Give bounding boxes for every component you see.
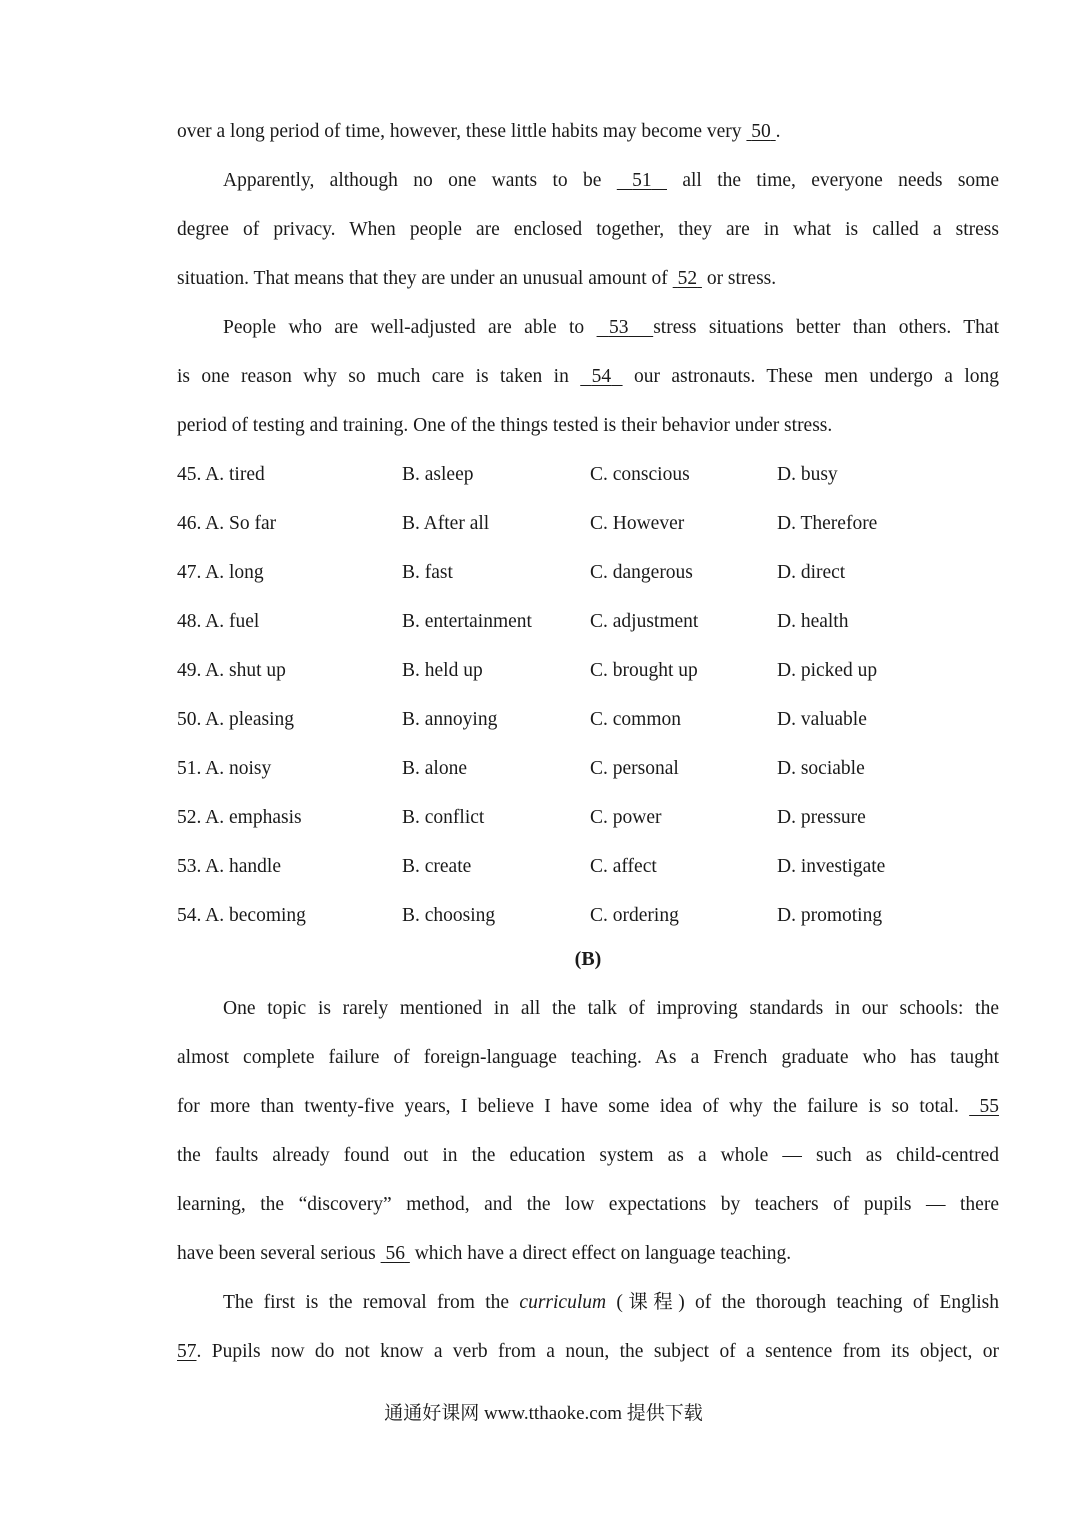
passage-line: have been several serious 56 which have a direct effect on language teaching. <box>177 1243 792 1264</box>
option-row-52 <box>177 803 999 852</box>
option-a: 53. A. handle <box>177 856 281 877</box>
passage-line: The first is the removal from the curriculum (课程) of the thorough teaching of English <box>223 1292 999 1313</box>
option-row-53 <box>177 852 999 901</box>
blank-56: 56 <box>385 1243 405 1264</box>
option-b: B. held up <box>402 660 483 681</box>
option-row-47 <box>177 558 999 607</box>
option-b: B. conflict <box>402 807 485 828</box>
blank-51: 51 <box>632 170 652 191</box>
option-d: D. promoting <box>777 905 883 926</box>
option-row-46 <box>177 509 999 558</box>
option-row-54 <box>177 901 999 950</box>
option-c: C. However <box>590 513 685 534</box>
option-d: D. valuable <box>777 709 867 730</box>
option-b: B. choosing <box>402 905 496 926</box>
option-c: C. ordering <box>590 905 679 926</box>
blank-50: 50 <box>751 121 771 142</box>
passage-line: the faults already found out in the education system as a whole — such as child-centred <box>177 1145 999 1166</box>
passage-line: is one reason why so much care is taken in 54 our astronauts. These men undergo a long <box>177 366 1000 387</box>
option-b: B. asleep <box>402 464 474 485</box>
option-c: C. adjustment <box>590 611 699 632</box>
blank-55: 55 <box>979 1096 999 1117</box>
option-b: B. entertainment <box>402 611 532 632</box>
option-d: D. busy <box>777 464 838 485</box>
option-d: D. picked up <box>777 660 878 681</box>
option-d: D. investigate <box>777 856 886 877</box>
option-d: D. Therefore <box>777 513 878 534</box>
italic-term: curriculum <box>519 1292 607 1313</box>
option-c: C. brought up <box>590 660 698 681</box>
passage-line: One topic is rarely mentioned in all the talk of improving standards in our schools: the <box>223 998 999 1019</box>
option-c: C. common <box>590 709 681 730</box>
passage-line: People who are well-adjusted are able to 53 stress situations better than others. That <box>223 317 1000 338</box>
option-a: 54. A. becoming <box>177 905 306 926</box>
blank-54: 54 <box>591 366 612 387</box>
section-b-heading: (B) <box>574 948 602 970</box>
page-footer: 通通好课网 www.tthaoke.com 提供下载 <box>384 1403 703 1424</box>
passage-line: over a long period of time, however, these little habits may become very 50 . <box>177 121 781 142</box>
blank-52: 52 <box>677 268 698 289</box>
option-a: 45. A. tired <box>177 464 265 485</box>
option-row-48 <box>177 607 999 656</box>
passage-line: period of testing and training. One of the things tested is their behavior under stress. <box>177 415 833 436</box>
option-c: C. affect <box>590 856 657 877</box>
option-b: B. alone <box>402 758 467 779</box>
option-c: C. personal <box>590 758 679 779</box>
option-row-50 <box>177 705 999 754</box>
option-c: C. dangerous <box>590 562 693 583</box>
option-a: 51. A. noisy <box>177 758 272 779</box>
option-row-45 <box>177 460 999 509</box>
option-b: B. After all <box>402 513 490 534</box>
option-d: D. sociable <box>777 758 865 779</box>
passage-line: almost complete failure of foreign-language teaching. As a French graduate who has taught <box>177 1047 999 1068</box>
passage-a <box>177 117 999 460</box>
option-a: 47. A. long <box>177 562 264 583</box>
option-row-51 <box>177 754 999 803</box>
option-b: B. create <box>402 856 472 877</box>
option-d: D. pressure <box>777 807 866 828</box>
blank-53: 53 <box>608 317 629 338</box>
option-c: C. power <box>590 807 662 828</box>
passage-line: for more than twenty-five years, I believe I have some idea of why the failure is so total. 55 <box>177 1096 999 1117</box>
option-row-49 <box>177 656 999 705</box>
blank-57: 57 <box>177 1341 197 1362</box>
option-c: C. conscious <box>590 464 690 485</box>
passage-line: situation. That means that they are under an unusual amount of 52 or stress. <box>177 268 777 289</box>
passage-b <box>177 994 999 1386</box>
option-d: D. health <box>777 611 849 632</box>
option-a: 48. A. fuel <box>177 611 260 632</box>
passage-line: 57. Pupils now do not know a verb from a noun, the subject of a sentence from its object, or <box>177 1341 999 1362</box>
option-a: 52. A. emphasis <box>177 807 302 828</box>
option-a: 49. A. shut up <box>177 660 286 681</box>
option-b: B. annoying <box>402 709 498 730</box>
passage-line: learning, the “discovery” method, and the low expectations by teachers of pupils — there <box>177 1194 999 1215</box>
option-b: B. fast <box>402 562 453 583</box>
option-a: 50. A. pleasing <box>177 709 294 730</box>
options-list <box>177 460 999 950</box>
passage-line: degree of privacy. When people are enclosed together, they are in what is called a stress <box>177 219 999 240</box>
option-d: D. direct <box>777 562 846 583</box>
passage-line: Apparently, although no one wants to be 51 all the time, everyone needs some <box>223 170 999 191</box>
option-a: 46. A. So far <box>177 513 277 534</box>
